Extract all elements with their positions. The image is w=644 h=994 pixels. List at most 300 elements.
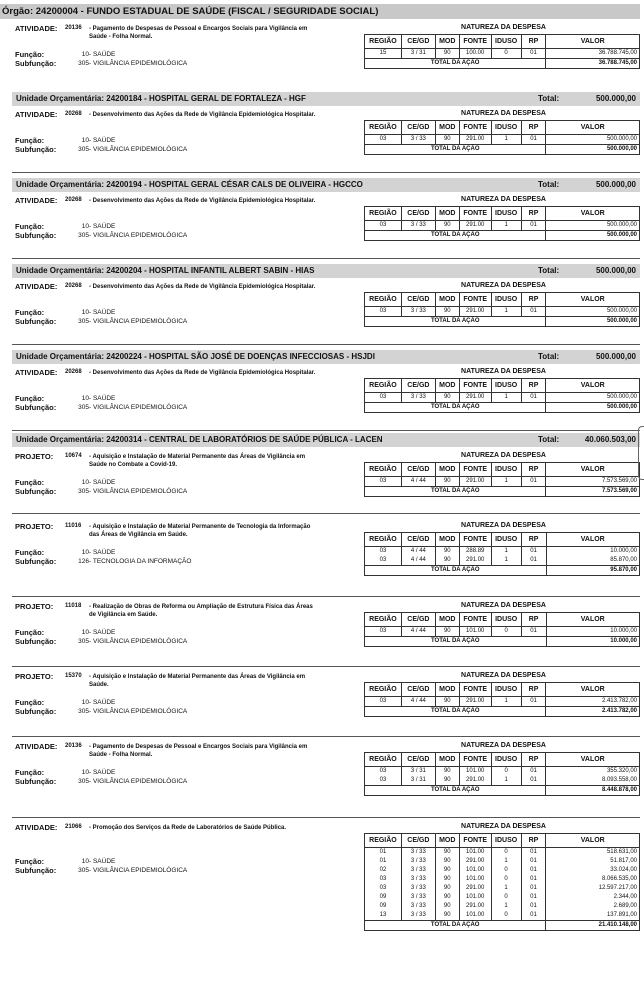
column-header: VALOR (546, 121, 640, 135)
column-header: CE/GD (401, 613, 435, 627)
table-cell: 101.00 (459, 875, 491, 884)
table-cell: 288.89 (459, 547, 491, 557)
column-header: IDUSO (491, 121, 521, 135)
column-header: IDUSO (491, 293, 521, 307)
table-cell: 01 (365, 857, 402, 866)
table-cell: 85.870,00 (546, 556, 640, 566)
table-cell: 500.000,00 (546, 135, 640, 145)
action-kind: PROJETO: (15, 522, 54, 531)
subfuncao-label: Subfunção: (15, 487, 57, 496)
table-cell: 8.093.558,00 (546, 776, 640, 786)
natureza-heading: NATUREZA DA DESPESA (461, 602, 546, 609)
table-cell: 500.000,00 (546, 307, 640, 317)
action-code: 11018 (65, 603, 82, 609)
subfuncao-code: 305 (78, 638, 89, 645)
table-cell: 101.00 (459, 767, 491, 777)
subfuncao-label: Subfunção: (15, 231, 57, 240)
expense-table (364, 34, 640, 69)
column-header: VALOR (546, 35, 640, 49)
table-cell: 03 (365, 875, 402, 884)
column-header: RP (521, 207, 546, 221)
unit-total-value: 500.000,00 (595, 94, 636, 103)
table-cell: 03 (365, 556, 402, 566)
action-description: - Desenvolvimento das Ações da Rede de Vigilância Epidemiológica Hospitalar. (89, 284, 316, 290)
total-acao-value: 500.000,00 (546, 317, 640, 327)
unit-header (12, 433, 640, 447)
table-cell: 1 (491, 902, 521, 911)
total-row (365, 59, 640, 69)
subfuncao-name: - VIGILÂNCIA EPIDEMIOLÓGICA (89, 232, 188, 239)
action-description: - Aquisição e Instalação de Material Permanente de Tecnologia da Informação das Áreas de Vigilância em Saúde. (89, 524, 311, 538)
total-acao-label: TOTAL DA AÇÃO (365, 487, 546, 497)
funcao-label: Função: (15, 698, 45, 707)
action-code: 15370 (65, 673, 82, 679)
table-header-row (365, 753, 640, 767)
natureza-heading: NATUREZA DA DESPESA (461, 742, 546, 749)
table-cell: 0 (491, 848, 521, 858)
table-cell: 101.00 (459, 866, 491, 875)
table-cell: 01 (521, 627, 546, 637)
column-header: FONTE (459, 121, 491, 135)
table-cell: 90 (435, 767, 459, 777)
table-cell: 36.788.745,00 (546, 49, 640, 59)
budget-action-block (12, 522, 640, 580)
table-cell: 01 (521, 884, 546, 893)
table-cell: 09 (365, 893, 402, 902)
action-kind: ATIVIDADE: (15, 368, 58, 377)
subfuncao-code: 305 (78, 232, 89, 239)
table-cell: 01 (521, 221, 546, 231)
column-header: IDUSO (491, 753, 521, 767)
table-cell: 01 (521, 902, 546, 911)
funcao-name: - SAÚDE (89, 395, 116, 402)
column-header: REGIÃO (365, 293, 402, 307)
table-cell: 2.689,00 (546, 902, 640, 911)
total-row (365, 637, 640, 647)
table-cell: 291.00 (459, 393, 491, 403)
funcao-code: 10 (81, 549, 89, 556)
table-cell: 4 / 44 (401, 547, 435, 557)
table-cell: 90 (435, 776, 459, 786)
table-cell: 8.066.535,00 (546, 875, 640, 884)
funcao-label: Função: (15, 50, 45, 59)
action-description: - Realização de Obras de Reforma ou Ampliação de Estrutura Física das Áreas de Vigilância em Saúde. (89, 604, 313, 618)
subfuncao-label: Subfunção: (15, 59, 57, 68)
table-cell: 90 (435, 857, 459, 866)
funcao-label: Função: (15, 136, 45, 145)
table-row (365, 627, 640, 637)
table-cell: 15 (365, 49, 402, 59)
funcao-label: Função: (15, 478, 45, 487)
unit-total-label: Total: (538, 435, 560, 444)
unit-total-value: 500.000,00 (595, 180, 636, 189)
action-code: 21066 (65, 824, 82, 830)
table-cell: 291.00 (459, 776, 491, 786)
total-acao-value: 21.410.148,00 (546, 921, 640, 931)
column-header: MOD (435, 463, 459, 477)
column-header: FONTE (459, 613, 491, 627)
expense-table (364, 292, 640, 327)
column-header: REGIÃO (365, 207, 402, 221)
total-row (365, 145, 640, 155)
table-row (365, 911, 640, 921)
table-cell: 01 (521, 135, 546, 145)
column-header: IDUSO (491, 35, 521, 49)
table-cell: 03 (365, 627, 402, 637)
funcao-code: 10 (81, 395, 89, 402)
unit-name: Unidade Orçamentária: 24200314 - CENTRAL DE LABORATÓRIOS DE SAÚDE PÚBLICA - LACEN (16, 435, 383, 444)
column-header: VALOR (546, 613, 640, 627)
table-cell: 1 (491, 477, 521, 487)
subfuncao-code: 305 (78, 867, 89, 874)
table-cell: 500.000,00 (546, 393, 640, 403)
table-cell: 3 / 33 (401, 866, 435, 875)
table-cell: 01 (365, 848, 402, 858)
table-cell: 3 / 33 (401, 135, 435, 145)
natureza-heading: NATUREZA DA DESPESA (461, 282, 546, 289)
table-cell: 101.00 (459, 893, 491, 902)
total-acao-label: TOTAL DA AÇÃO (365, 403, 546, 413)
budget-action-block (12, 602, 640, 651)
column-header: IDUSO (491, 463, 521, 477)
table-cell: 1 (491, 556, 521, 566)
table-cell: 90 (435, 697, 459, 707)
column-header: RP (521, 293, 546, 307)
table-cell: 03 (365, 697, 402, 707)
action-code: 20268 (65, 111, 82, 117)
subfuncao-label: Subfunção: (15, 145, 57, 154)
subfuncao-code: 305 (78, 318, 89, 325)
table-cell: 51.817,00 (546, 857, 640, 866)
table-cell: 100.00 (459, 49, 491, 59)
subfuncao-name: - VIGILÂNCIA EPIDEMIOLÓGICA (89, 867, 188, 874)
unit-name: Unidade Orçamentária: 24200224 - HOSPITAL SÃO JOSÉ DE DOENÇAS INFECCIOSAS - HSJDI (16, 352, 375, 361)
table-row (365, 221, 640, 231)
funcao-name: - SAÚDE (89, 223, 116, 230)
action-kind: ATIVIDADE: (15, 110, 58, 119)
table-row (365, 556, 640, 566)
table-row (365, 902, 640, 911)
unit-header (12, 178, 640, 192)
table-header-row (365, 121, 640, 135)
table-cell: 3 / 33 (401, 221, 435, 231)
expense-table (364, 120, 640, 155)
column-header: FONTE (459, 753, 491, 767)
section-divider (12, 513, 640, 514)
column-header: MOD (435, 753, 459, 767)
table-cell: 90 (435, 884, 459, 893)
table-cell: 13 (365, 911, 402, 921)
section-divider (12, 172, 640, 173)
total-acao-label: TOTAL DA AÇÃO (365, 786, 546, 796)
subfuncao-code: 305 (78, 778, 89, 785)
column-header: VALOR (546, 683, 640, 697)
action-code: 10674 (65, 453, 82, 459)
table-cell: 0 (491, 893, 521, 902)
column-header: CE/GD (401, 35, 435, 49)
column-header: REGIÃO (365, 753, 402, 767)
subfuncao-code: 305 (78, 60, 89, 67)
subfuncao-name: - VIGILÂNCIA EPIDEMIOLÓGICA (89, 146, 188, 153)
action-code: 20136 (65, 743, 82, 749)
table-cell: 1 (491, 135, 521, 145)
column-header: IDUSO (491, 207, 521, 221)
natureza-heading: NATUREZA DA DESPESA (461, 110, 546, 117)
table-cell: 01 (521, 875, 546, 884)
budget-action-block (12, 672, 640, 721)
action-kind: ATIVIDADE: (15, 282, 58, 291)
column-header: RP (521, 834, 546, 848)
funcao-code: 10 (81, 309, 89, 316)
total-acao-value: 10.000,00 (546, 637, 640, 647)
action-code: 20268 (65, 283, 82, 289)
table-row (365, 866, 640, 875)
table-cell: 01 (521, 547, 546, 557)
subfuncao-code: 126 (78, 558, 89, 565)
funcao-label: Função: (15, 857, 45, 866)
table-cell: 01 (521, 857, 546, 866)
table-cell: 90 (435, 627, 459, 637)
column-header: VALOR (546, 834, 640, 848)
column-header: CE/GD (401, 121, 435, 135)
column-header: FONTE (459, 207, 491, 221)
funcao-code: 10 (81, 137, 89, 144)
total-row (365, 707, 640, 717)
column-header: IDUSO (491, 533, 521, 547)
table-cell: 4 / 44 (401, 627, 435, 637)
table-cell: 291.00 (459, 857, 491, 866)
funcao-label: Função: (15, 768, 45, 777)
section-divider (12, 666, 640, 667)
table-cell: 01 (521, 393, 546, 403)
table-cell: 500.000,00 (546, 221, 640, 231)
table-cell: 3 / 33 (401, 875, 435, 884)
column-header: REGIÃO (365, 834, 402, 848)
table-cell: 01 (521, 866, 546, 875)
budget-action-block (12, 742, 640, 800)
budget-action-block (12, 823, 640, 935)
unit-total-label: Total: (538, 180, 560, 189)
subfuncao-name: - VIGILÂNCIA EPIDEMIOLÓGICA (89, 318, 188, 325)
table-row (365, 776, 640, 786)
table-row (365, 477, 640, 487)
budget-action-block (12, 24, 640, 73)
table-cell: 291.00 (459, 221, 491, 231)
table-cell: 101.00 (459, 627, 491, 637)
column-header: CE/GD (401, 379, 435, 393)
column-header: FONTE (459, 463, 491, 477)
action-kind: PROJETO: (15, 602, 54, 611)
funcao-code: 10 (81, 479, 89, 486)
action-description: - Promoção dos Serviços da Rede de Laboratórios de Saúde Pública. (89, 825, 287, 831)
table-cell: 03 (365, 221, 402, 231)
unit-header (12, 350, 640, 364)
subfuncao-label: Subfunção: (15, 637, 57, 646)
table-cell: 0 (491, 911, 521, 921)
unit-name: Unidade Orçamentária: 24200184 - HOSPITAL GERAL DE FORTALEZA - HGF (16, 94, 306, 103)
table-row (365, 307, 640, 317)
section-divider (12, 736, 640, 737)
natureza-heading: NATUREZA DA DESPESA (461, 196, 546, 203)
column-header: FONTE (459, 35, 491, 49)
funcao-code: 10 (81, 858, 89, 865)
column-header: REGIÃO (365, 35, 402, 49)
action-description: - Desenvolvimento das Ações da Rede de Vigilância Epidemiológica Hospitalar. (89, 112, 316, 118)
column-header: RP (521, 121, 546, 135)
column-header: MOD (435, 613, 459, 627)
action-description: - Desenvolvimento das Ações da Rede de Vigilância Epidemiológica Hospitalar. (89, 370, 316, 376)
table-row (365, 767, 640, 777)
table-cell: 1 (491, 393, 521, 403)
budget-action-block (12, 196, 640, 245)
action-kind: PROJETO: (15, 452, 54, 461)
subfuncao-label: Subfunção: (15, 777, 57, 786)
table-cell: 03 (365, 135, 402, 145)
total-acao-label: TOTAL DA AÇÃO (365, 637, 547, 647)
unit-total-value: 40.060.503,00 (584, 435, 636, 444)
table-cell: 2.413.782,00 (546, 697, 640, 707)
table-cell: 03 (365, 776, 402, 786)
column-header: MOD (435, 834, 459, 848)
section-divider (12, 596, 640, 597)
table-cell: 4 / 44 (401, 477, 435, 487)
action-code: 11016 (65, 523, 82, 529)
table-cell: 1 (491, 221, 521, 231)
unit-total-label: Total: (538, 266, 560, 275)
table-row (365, 547, 640, 557)
action-kind: ATIVIDADE: (15, 196, 58, 205)
expense-table (364, 612, 640, 647)
total-acao-value: 95.870,00 (546, 566, 640, 576)
funcao-name: - SAÚDE (89, 309, 116, 316)
subfuncao-name: - VIGILÂNCIA EPIDEMIOLÓGICA (89, 60, 188, 67)
table-header-row (365, 379, 640, 393)
column-header: IDUSO (491, 834, 521, 848)
table-cell: 01 (521, 911, 546, 921)
table-cell: 1 (491, 307, 521, 317)
funcao-label: Função: (15, 548, 45, 557)
table-cell: 0 (491, 866, 521, 875)
table-cell: 101.00 (459, 911, 491, 921)
table-cell: 7.573.569,00 (546, 477, 640, 487)
section-divider (12, 817, 640, 818)
subfuncao-name: - VIGILÂNCIA EPIDEMIOLÓGICA (89, 404, 188, 411)
funcao-code: 10 (81, 769, 89, 776)
table-cell: 291.00 (459, 135, 491, 145)
subfuncao-name: - VIGILÂNCIA EPIDEMIOLÓGICA (89, 778, 188, 785)
table-cell: 3 / 31 (401, 767, 435, 777)
table-header-row (365, 293, 640, 307)
column-header: VALOR (546, 463, 640, 477)
table-cell: 03 (365, 767, 402, 777)
natureza-heading: NATUREZA DA DESPESA (461, 672, 546, 679)
table-cell: 3 / 33 (401, 857, 435, 866)
funcao-name: - SAÚDE (89, 137, 116, 144)
total-acao-label: TOTAL DA AÇÃO (365, 145, 546, 155)
table-cell: 1 (491, 547, 521, 557)
subfuncao-name: - TECNOLOGIA DA INFORMAÇÃO (89, 558, 192, 565)
table-cell: 518.631,00 (546, 848, 640, 858)
column-header: REGIÃO (365, 379, 402, 393)
total-row (365, 487, 640, 497)
total-acao-value: 500.000,00 (546, 403, 640, 413)
section-divider (12, 344, 640, 345)
table-cell: 03 (365, 307, 402, 317)
table-cell: 355.320,00 (546, 767, 640, 777)
total-row (365, 786, 640, 796)
unit-name: Unidade Orçamentária: 24200204 - HOSPITAL INFANTIL ALBERT SABIN - HIAS (16, 266, 315, 275)
table-header-row (365, 834, 640, 848)
table-cell: 137.891,00 (546, 911, 640, 921)
table-header-row (365, 207, 640, 221)
table-row (365, 697, 640, 707)
table-cell: 101.00 (459, 848, 491, 858)
column-header: MOD (435, 379, 459, 393)
funcao-label: Função: (15, 222, 45, 231)
expense-table (364, 206, 640, 241)
total-acao-value: 2.413.782,00 (546, 707, 640, 717)
column-header: FONTE (459, 379, 491, 393)
table-cell: 90 (435, 547, 459, 557)
budget-action-block (12, 452, 640, 501)
table-header-row (365, 463, 640, 477)
total-row (365, 566, 640, 576)
budget-action-block (12, 368, 640, 417)
table-cell: 03 (365, 477, 402, 487)
funcao-code: 10 (81, 51, 89, 58)
subfuncao-code: 305 (78, 708, 89, 715)
column-header: RP (521, 683, 546, 697)
column-header: MOD (435, 293, 459, 307)
total-row (365, 403, 640, 413)
column-header: REGIÃO (365, 121, 402, 135)
table-cell: 01 (521, 893, 546, 902)
table-cell: 10.000,00 (546, 627, 640, 637)
column-header: FONTE (459, 293, 491, 307)
column-header: FONTE (459, 533, 491, 547)
table-cell: 4 / 44 (401, 556, 435, 566)
table-cell: 3 / 33 (401, 902, 435, 911)
funcao-name: - SAÚDE (89, 479, 116, 486)
action-code: 20268 (65, 197, 82, 203)
funcao-name: - SAÚDE (89, 51, 116, 58)
column-header: IDUSO (491, 379, 521, 393)
subfuncao-code: 305 (78, 146, 89, 153)
table-row (365, 49, 640, 59)
action-code: 20268 (65, 369, 82, 375)
table-cell: 3 / 33 (401, 911, 435, 921)
funcao-code: 10 (81, 629, 89, 636)
total-row (365, 921, 640, 931)
action-description: - Desenvolvimento das Ações da Rede de Vigilância Epidemiológica Hospitalar. (89, 198, 316, 204)
funcao-name: - SAÚDE (89, 549, 116, 556)
subfuncao-label: Subfunção: (15, 557, 57, 566)
subfuncao-code: 305 (78, 488, 89, 495)
expense-table (364, 378, 640, 413)
unit-header (12, 92, 640, 106)
table-cell: 90 (435, 556, 459, 566)
action-kind: ATIVIDADE: (15, 742, 58, 751)
table-cell: 01 (521, 776, 546, 786)
table-cell: 291.00 (459, 556, 491, 566)
column-header: VALOR (546, 207, 640, 221)
table-cell: 90 (435, 477, 459, 487)
page-edge-tab (638, 426, 644, 480)
table-cell: 01 (521, 477, 546, 487)
table-cell: 1 (491, 884, 521, 893)
subfuncao-name: - VIGILÂNCIA EPIDEMIOLÓGICA (89, 638, 188, 645)
expense-table (364, 833, 640, 931)
